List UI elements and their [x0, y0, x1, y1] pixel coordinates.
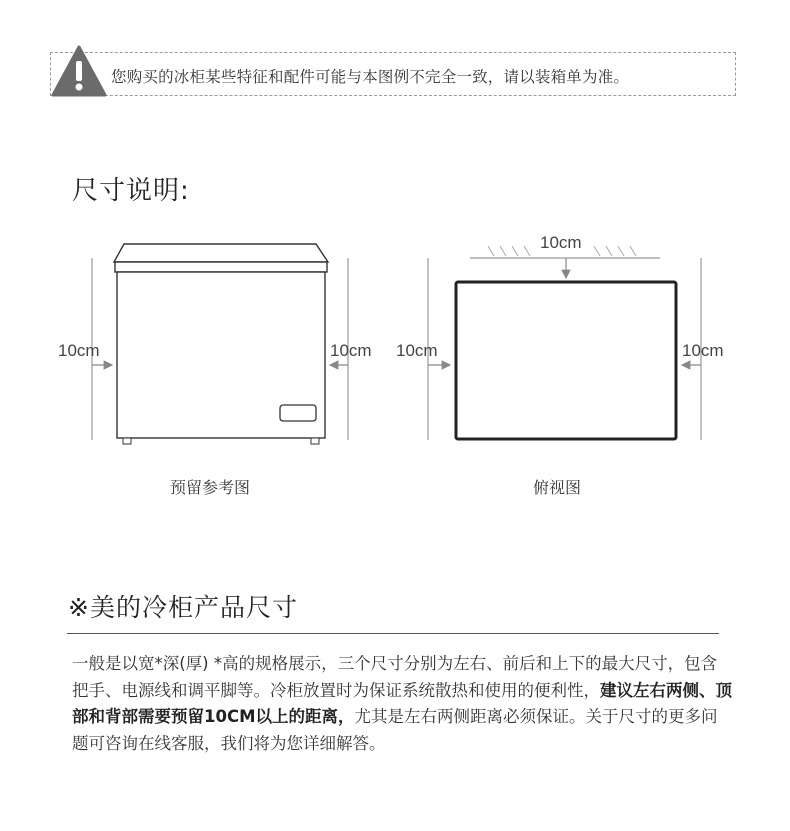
clearance-diagram [0, 220, 790, 520]
top-view-caption: 俯视图 [533, 478, 582, 497]
product-size-title: ※美的冷柜产品尺寸 [68, 593, 298, 622]
front-view-caption: 预留参考图 [170, 478, 251, 497]
front-right-clearance: 10cm [330, 341, 372, 360]
notice-banner [50, 52, 736, 96]
top-view-diagram [428, 246, 701, 440]
paragraph-text-1: 一般是以宽*深(厚) *高的规格展示，三个尺寸分别为左右、前后和上下的最大尺寸，包含把手、电源线和调平脚等。冷柜放置时为保证系统散热和使用的便利性， [72, 654, 718, 700]
top-right-clearance: 10cm [682, 341, 724, 360]
section-divider [67, 633, 719, 634]
front-left-clearance: 10cm [58, 341, 100, 360]
paragraph-text-2: 尤其是左右两侧距离必须保证。关于尺寸的更多问题可咨询在线客服，我们将为您详细解答。 [72, 707, 718, 753]
product-size-paragraph [72, 651, 732, 757]
notice-text: 您购买的冰柜某些特征和配件可能与本图例不完全一致，请以装箱单为准。 [111, 68, 630, 86]
top-back-clearance: 10cm [540, 233, 582, 252]
front-view-diagram [92, 244, 348, 444]
dimension-title: 尺寸说明: [72, 176, 190, 206]
warning-icon [51, 45, 107, 97]
top-left-clearance: 10cm [396, 341, 438, 360]
paragraph-emphasis: 建议左右两侧、顶部和背部需要预留10CM以上的距离， [72, 680, 732, 726]
